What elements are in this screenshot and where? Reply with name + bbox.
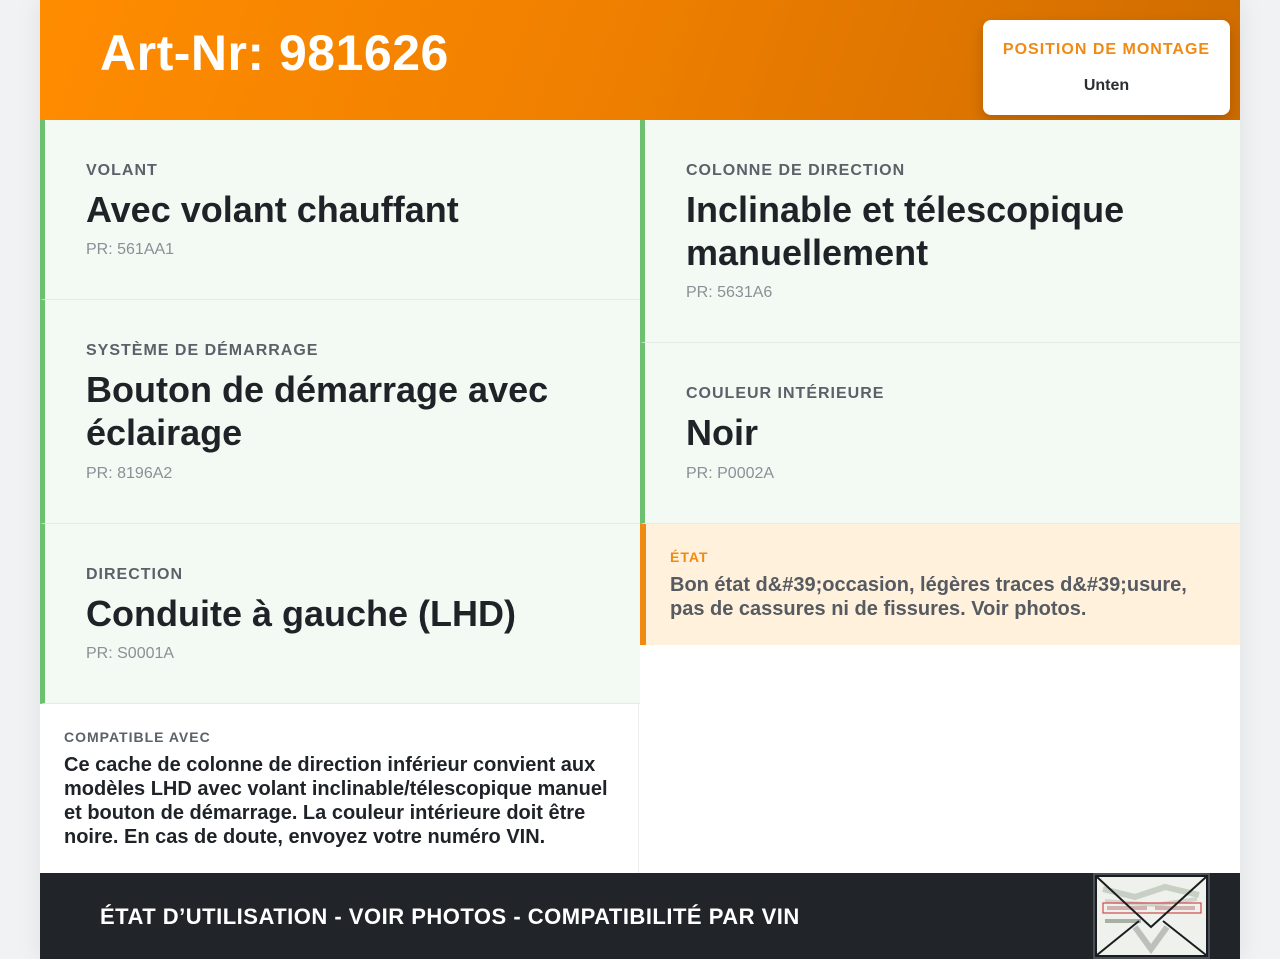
spec-pr-code: PR: P0002A (686, 465, 775, 482)
spec-label: DIRECTION (86, 566, 183, 583)
spec-label: COLONNE DE DIRECTION (686, 162, 906, 179)
mount-position-label: POSITION DE MONTAGE (1002, 41, 1211, 58)
spec-card-couleur (640, 343, 1240, 524)
spec-pr-code: PR: S0001A (86, 645, 175, 662)
spec-pr-code: PR: 8196A2 (86, 465, 173, 482)
spec-value: Bouton de démarrage avec éclairage (86, 369, 549, 453)
spec-value: Inclinable et télescopique manuellement (686, 189, 1125, 273)
condition-label: ÉTAT (670, 549, 709, 565)
spec-label: COULEUR INTÉRIEURE (686, 385, 885, 402)
spec-value: Avec volant chauffant (86, 189, 459, 230)
spec-label: SYSTÈME DE DÉMARRAGE (86, 342, 319, 359)
spec-value: Conduite à gauche (LHD) (86, 593, 516, 634)
footer-bar (40, 873, 1240, 959)
spec-label: VOLANT (86, 162, 158, 179)
spec-card-direction (40, 524, 640, 704)
envelope-label-icon (1095, 875, 1208, 957)
spec-pr-code: PR: 5631A6 (686, 284, 773, 301)
spec-pr-code: PR: 561AA1 (86, 241, 175, 258)
condition-section (640, 524, 1240, 645)
product-sheet (40, 0, 1240, 959)
compatibility-text: Ce cache de colonne de direction inférieur convient aux modèles LHD avec volant inclinable/télescopique manuel et bouton de démarrage. La couleur intérieure doit être noire. En cas de doute, envoyez votre numéro VIN. (64, 754, 608, 848)
mount-position-value: Unten (1083, 77, 1130, 94)
header-banner (40, 0, 1240, 120)
spec-value: Noir (686, 412, 758, 453)
spec-card-colonne (640, 120, 1240, 343)
compatibility-label: COMPATIBLE AVEC (64, 729, 211, 745)
article-number-title: Art-Nr: 981626 (100, 25, 449, 81)
mount-position-card (983, 20, 1230, 115)
label-photo-thumbnail-icon[interactable] (1093, 873, 1210, 959)
condition-text: Bon état d&#39;occasion, légères traces d&#39;usure, pas de cassures ni de fissures. Voir photos. (670, 574, 1187, 620)
compatibility-section (40, 704, 639, 873)
footer-text: ÉTAT D’UTILISATION - VOIR PHOTOS - COMPATIBILITÉ PAR VIN (100, 904, 800, 929)
spec-card-demarrage (40, 300, 640, 524)
spec-card-volant (40, 120, 640, 300)
